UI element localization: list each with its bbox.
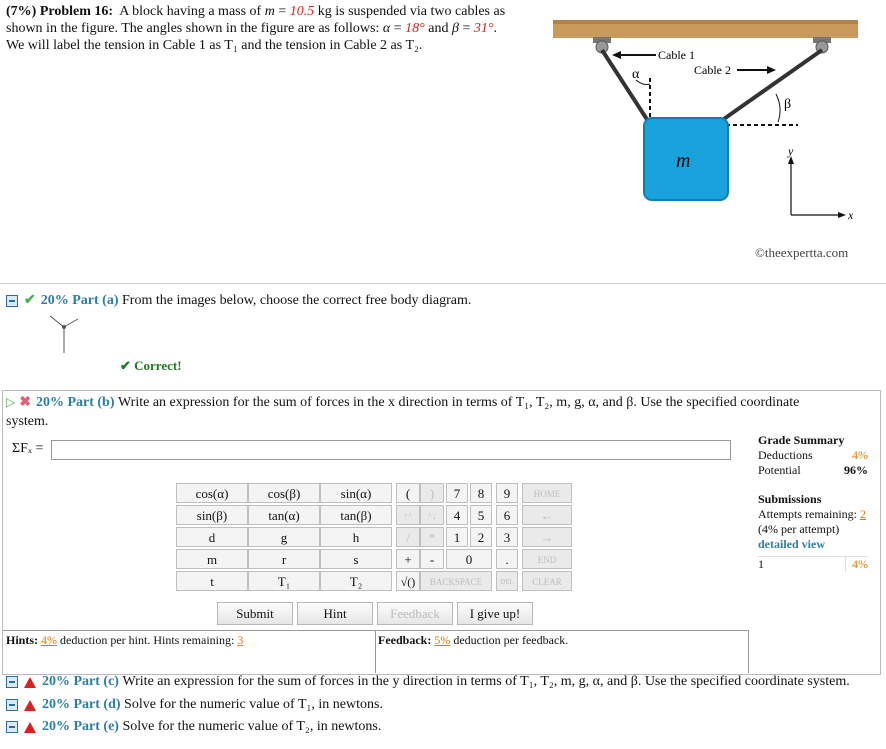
collapse-icon[interactable]	[6, 676, 18, 688]
part-c-row[interactable]	[6, 674, 850, 690]
potential-label: Potential	[758, 463, 801, 477]
part-a-label: 20% Part (a)	[40, 292, 119, 308]
deductions-value: 4%	[852, 448, 868, 462]
hints-remaining: 3	[237, 633, 244, 647]
submission-pct: 4%	[845, 557, 868, 572]
y-axis-label: y	[788, 144, 794, 158]
key-tan-alpha[interactable]: tan(α)	[248, 505, 320, 525]
key-t2[interactable]: T₂	[320, 571, 392, 591]
key-open-paren[interactable]: (	[396, 483, 420, 503]
hints-text: deduction per hint. Hints remaining:	[57, 633, 238, 647]
part-e-row[interactable]	[6, 719, 381, 735]
key-4[interactable]: 4	[446, 505, 468, 525]
part-b-text: Write an expression for the sum of forces in the x direction in terms of T₁, T₂, m, g, α, and β. Use the specified coordinate	[118, 394, 800, 410]
collapse-icon[interactable]	[6, 721, 18, 733]
equals: =	[390, 21, 406, 36]
key-6[interactable]: 6	[496, 505, 518, 525]
key-divide[interactable]: /	[396, 527, 420, 547]
potential-value: 96%	[844, 463, 868, 477]
period: .	[493, 21, 497, 36]
alpha-symbol: α	[382, 21, 391, 36]
part-b-row[interactable]	[6, 394, 799, 411]
equals: =	[458, 21, 474, 36]
feedback-button[interactable]: Feedback	[377, 602, 453, 625]
attempts-value: 2	[859, 507, 866, 521]
part-d-label: 20% Part (d)	[42, 697, 121, 712]
key-minus[interactable]: -	[420, 549, 444, 569]
key-r[interactable]: r	[248, 549, 320, 569]
key-del[interactable]: DEL	[496, 571, 518, 591]
key-7[interactable]: 7	[446, 483, 468, 503]
key-cos-alpha[interactable]: cos(α)	[176, 483, 248, 503]
submission-row	[758, 556, 868, 572]
part-d-text: Solve for the numeric value of T₁, in newtons.	[124, 697, 383, 712]
submissions-title: Submissions	[758, 492, 822, 506]
key-sin-beta[interactable]: sin(β)	[176, 505, 248, 525]
key-2[interactable]: 2	[470, 527, 492, 547]
hints-label: Hints:	[6, 633, 39, 647]
detailed-view-link[interactable]: detailed view	[758, 537, 825, 551]
key-plus[interactable]: +	[396, 549, 420, 569]
hints-pct: 4%	[41, 633, 58, 647]
grade-title: Grade Summary	[758, 433, 845, 447]
potential-row	[758, 463, 868, 478]
feedback-text: deduction per feedback.	[450, 633, 569, 647]
hints-row	[6, 633, 243, 648]
key-t1[interactable]: T₁	[248, 571, 320, 591]
equals: =	[274, 4, 290, 19]
check-icon: ✔	[24, 293, 36, 308]
part-c-text: Write an expression for the sum of forces in the y direction in terms of T₁, T₂, m, g, α, and β. Use the specified coordinate system.	[122, 674, 850, 689]
key-cos-beta[interactable]: cos(β)	[248, 483, 320, 503]
grade-summary	[758, 433, 868, 572]
copyright: ©theexpertta.com	[755, 245, 849, 260]
alpha-value: 18°	[405, 21, 425, 36]
key-0[interactable]: 0	[446, 549, 492, 569]
key-decimal[interactable]: .	[496, 549, 518, 569]
hint-button[interactable]: Hint	[297, 602, 373, 625]
part-e-label: 20% Part (e)	[42, 719, 119, 734]
key-multiply[interactable]: *	[420, 527, 444, 547]
key-right-arrow[interactable]: →	[522, 527, 572, 547]
fbd-thumbnail[interactable]	[44, 313, 84, 361]
deductions-label: Deductions	[758, 448, 813, 462]
deductions-row	[758, 448, 868, 463]
per-attempt: (4% per attempt)	[758, 522, 840, 536]
axes-icon	[788, 156, 846, 218]
key-home[interactable]: HOME	[522, 483, 572, 503]
part-a-text: From the images below, choose the correct free body diagram.	[122, 292, 472, 308]
key-end[interactable]: END	[522, 549, 572, 569]
cable2-label: Cable 2	[694, 63, 731, 77]
key-s[interactable]: s	[320, 549, 392, 569]
and-text: and	[424, 21, 452, 36]
key-3[interactable]: 3	[496, 527, 518, 547]
warning-icon	[24, 677, 36, 688]
key-1[interactable]: 1	[446, 527, 468, 547]
feedback-pct: 5%	[434, 633, 451, 647]
key-h[interactable]: h	[320, 527, 392, 547]
key-sqrt[interactable]: √()	[396, 571, 420, 591]
key-up-caret[interactable]: ↑^	[396, 505, 420, 525]
collapse-icon[interactable]	[6, 295, 18, 307]
cable-2	[721, 50, 822, 121]
problem-text: kg is suspended via two cables as	[314, 4, 506, 19]
problem-statement	[6, 3, 546, 54]
problem-text: We will label the tension in Cable 1 as T₁ and the tension in Cable 2 as T₂.	[6, 38, 423, 53]
key-left-arrow[interactable]: ←	[522, 505, 572, 525]
collapse-icon[interactable]	[6, 699, 18, 711]
key-clear[interactable]: CLEAR	[522, 571, 572, 591]
part-b-label: 20% Part (b)	[35, 394, 115, 410]
cable-1	[602, 50, 648, 121]
key-t[interactable]: t	[176, 571, 248, 591]
submission-number: 1	[758, 557, 764, 571]
sum-fx-label: ΣFₓ =	[12, 441, 44, 456]
key-close-paren[interactable]: )	[420, 483, 444, 503]
feedback-row	[378, 633, 568, 648]
answer-input[interactable]	[51, 440, 731, 460]
problem-figure	[548, 10, 868, 265]
problem-text: shown in the figure. The angles shown in the figure are as follows:	[6, 21, 383, 36]
attempts-label: Attempts remaining:	[758, 507, 860, 521]
divider	[0, 283, 886, 284]
mass-value: 10.5	[289, 4, 315, 19]
problem-header: (7%) Problem 16:	[6, 4, 114, 19]
mass-symbol: m	[264, 4, 275, 19]
wrong-icon: ✖	[19, 395, 31, 410]
alpha-label: α	[632, 67, 640, 82]
beta-value: 31°	[473, 21, 494, 36]
correct-status: ✔ Correct!	[120, 358, 182, 373]
part-b-text-cont: system.	[6, 414, 49, 429]
key-9[interactable]: 9	[496, 483, 518, 503]
feedback-label: Feedback:	[378, 633, 432, 647]
problem-text: A block having a mass of	[119, 4, 265, 19]
cable1-label: Cable 1	[658, 48, 695, 62]
attempts-row	[758, 507, 868, 522]
part-a-row[interactable]	[6, 292, 471, 309]
key-backspace[interactable]: BACKSPACE	[420, 571, 492, 591]
warning-icon	[24, 700, 36, 711]
key-tan-beta[interactable]: tan(β)	[320, 505, 392, 525]
key-sin-alpha[interactable]: sin(α)	[320, 483, 392, 503]
beta-symbol: β	[451, 21, 459, 36]
x-axis-label: x	[848, 208, 854, 222]
warning-icon	[24, 722, 36, 733]
part-e-text: Solve for the numeric value of T₂, in newtons.	[122, 719, 382, 734]
key-down-caret[interactable]: ^↓	[420, 505, 444, 525]
beta-label: β	[784, 97, 792, 112]
submit-button[interactable]: Submit	[217, 602, 293, 625]
key-5[interactable]: 5	[470, 505, 492, 525]
key-8[interactable]: 8	[470, 483, 492, 503]
part-c-label: 20% Part (c)	[42, 674, 119, 689]
give-up-button[interactable]: I give up!	[457, 602, 533, 625]
key-m[interactable]: m	[176, 549, 248, 569]
part-d-row[interactable]	[6, 697, 383, 713]
play-icon[interactable]: ▷	[6, 395, 16, 409]
mass-label: m	[676, 150, 691, 172]
key-d[interactable]: d	[176, 527, 248, 547]
key-g[interactable]: g	[248, 527, 320, 547]
